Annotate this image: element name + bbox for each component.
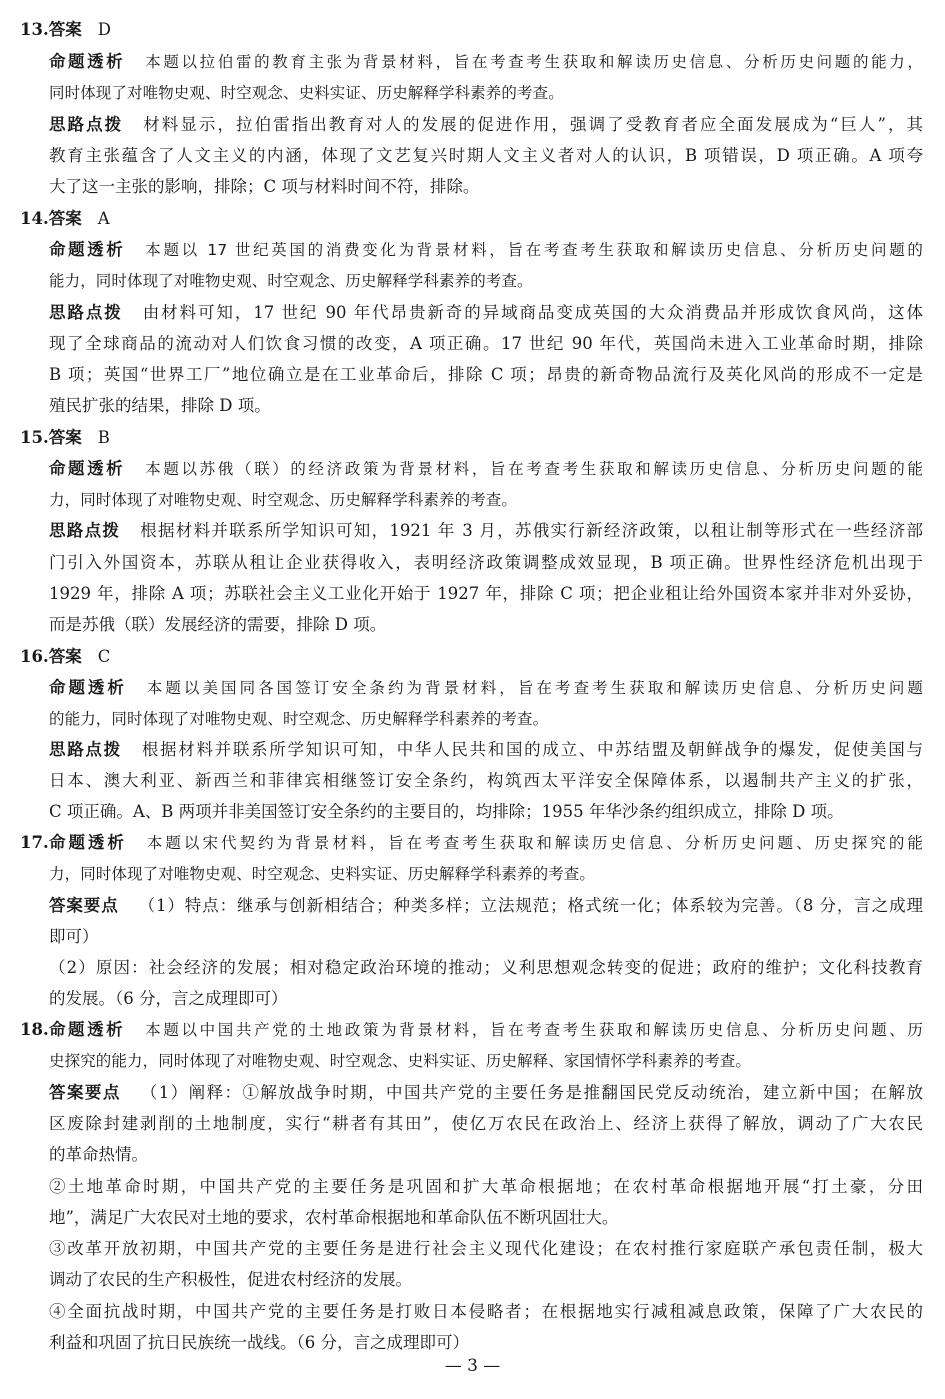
- q18-tou-text-1: 本题以中国共产党的土地政策为背景材料，旨在考查考生获取和解读历史信息、分析历史问题、历: [145, 1021, 923, 1039]
- q14-dian-text-2: 现了全球商品的流动对人们饮食习惯的改变，A 项正确。17 世纪 90 年代，英国尚未进入工业革命时期，排除: [49, 334, 923, 353]
- q13-tou-text-2: 同时体现了对唯物史观、时空观念、史料实证、历史解释学科素养的考查。: [49, 84, 564, 102]
- q14-number: 14.答案 A: [20, 209, 110, 228]
- q17-yao-text-1: （1）特点：继承与创新相结合；种类多样；立法规范；格式统一化；体系较为完善。（8 分，言之成理: [138, 896, 923, 915]
- q14-answer: A: [97, 209, 110, 228]
- q15-answer: B: [97, 428, 110, 447]
- q17-tou-label: 命题透析: [49, 833, 127, 852]
- q17-yao-text-3: （2）原因：社会经济的发展；相对稳定政治环境的推动；义利思想观念转变的促进；政府的维护；文化科技教育: [49, 958, 923, 977]
- q16-number: 16.答案 C: [20, 647, 111, 666]
- q16-dian-text-2: 日本、澳大利亚、新西兰和菲律宾相继签订安全条约，构筑西太平洋安全保障体系，以遏制共产主义的扩张，: [49, 771, 923, 790]
- q15-tou-text-2: 力，同时体现了对唯物史观、时空观念、历史解释学科素养的考查。: [49, 491, 518, 509]
- q18-yao-text-8: ④全面抗战时期，中国共产党的主要任务是打败日本侵略者；在根据地实行减租减息政策，保障了广大农民的: [49, 1302, 923, 1321]
- q17-tou-text-2: 力，同时体现了对唯物史观、时空观念、史料实证、历史解释学科素养的考查。: [49, 865, 596, 883]
- q14-tou-text-1: 本题以 17 世纪英国的消费变化为背景材料，旨在考查考生获取和解读历史信息、分析历史问题的: [145, 241, 923, 259]
- q16-answer: C: [97, 647, 111, 666]
- q18-yao-text-7: 调动了农民的生产积极性，促进农村经济的发展。: [49, 1270, 412, 1289]
- q15-dian-text-3: 1929 年，排除 A 项；苏联社会主义工业化开始于 1927 年，排除 C 项；把企业租让给外国资本家并非对外妥协，: [49, 584, 923, 603]
- q15-dian-label: 思路点拨: [49, 521, 121, 540]
- q14-dian-label: 思路点拨: [49, 303, 123, 322]
- q13-tou-text-1: 本题以拉伯雷的教育主张为背景材料，旨在考查考生获取和解读历史信息、分析历史问题的能力，: [145, 53, 923, 71]
- q13-tou-label: 命题透析: [49, 52, 126, 71]
- q18-yao-text-9: 利益和巩固了抗日民族统一战线。（6 分，言之成理即可）: [49, 1333, 469, 1352]
- q13-dian-text-2: 教育主张蕴含了人文主义的内涵，体现了文艺复兴时期人文主义者对人的认识，B 项错误，D 项正确。A 项夸: [49, 146, 923, 165]
- q17-yao-text-4: 的发展。（6 分，言之成理即可）: [49, 989, 288, 1008]
- q18-yao-text-4: ②土地革命时期，中国共产党的主要任务是巩固和扩大革命根据地；在农村革命根据地开展“打土豪，分田: [49, 1177, 923, 1196]
- q14-tou-text-2: 能力，同时体现了对唯物史观、时空观念、历史解释学科素养的考查。: [49, 272, 533, 290]
- q14-tou-label: 命题透析: [49, 240, 126, 259]
- q18-yao-text-3: 的革命热情。: [49, 1145, 148, 1164]
- page-number: — 3 —: [444, 1356, 501, 1376]
- q15-dian-text-2: 门引入外国资本，苏联从租让企业获得收入，表明经济政策调整成效显现，B 项正确。世界性经济危机出现于: [49, 553, 923, 572]
- q13-dian-text-3: 大了这一主张的影响，排除；C 项与材料时间不符，排除。: [49, 177, 480, 196]
- q15-dian-text-1: 根据材料并联系所学知识可知，1921 年 3 月，苏俄实行新经济政策，以租让制等形式在一些经济部: [140, 521, 923, 540]
- q15-number: 15.答案 B: [20, 428, 110, 447]
- q15-tou-text-1: 本题以苏俄（联）的经济政策为背景材料，旨在考查考生获取和解读历史信息、分析历史问题的能: [145, 460, 923, 478]
- q18-yao-text-6: ③改革开放初期，中国共产党的主要任务是进行社会主义现代化建设；在农村推行家庭联产承包责任制，极大: [49, 1239, 923, 1258]
- q17-yao-label: 答案要点: [49, 896, 119, 915]
- q17-yao-text-2: 即可）: [49, 927, 99, 946]
- q18-yao-text-2: 区废除封建剥削的土地制度，实行“耕者有其田”，使亿万农民在政治上、经济上获得了解放，调动了广大农民: [49, 1114, 923, 1133]
- q14-dian-text-4: 殖民扩张的结果，排除 D 项。: [49, 396, 271, 415]
- q17-number: 17.: [20, 833, 49, 852]
- q18-yao-label: 答案要点: [49, 1083, 121, 1102]
- q14-dian-text-3: B 项；英国“世界工厂”地位确立是在工业革命后，排除 C 项；昂贵的新奇物品流行及英化风尚的形成不一定是: [49, 365, 923, 384]
- q16-dian-label: 思路点拨: [49, 740, 122, 759]
- q18-number: 18.: [20, 1020, 49, 1039]
- q16-tou-text-1: 本题以美国同各国签订安全条约为背景材料，旨在考查考生获取和解读历史信息、分析历史问题: [146, 679, 923, 697]
- q18-tou-text-2: 史探究的能力，同时体现了对唯物史观、时空观念、史料实证、历史解释、家国情怀学科素养的考查。: [49, 1052, 752, 1070]
- q16-dian-text-3: C 项正确。A、B 两项并非美国签订安全条约的主要目的，均排除；1955 年华沙条约组织成立，排除 D 项。: [49, 802, 844, 821]
- q16-dian-text-1: 根据材料并联系所学知识可知，中华人民共和国的成立、中苏结盟及朝鲜战争的爆发，促使美国与: [141, 740, 923, 759]
- q18-tou-label: 命题透析: [49, 1020, 126, 1039]
- q17-tou-text-1: 本题以宋代契约为背景材料，旨在考查考生获取和解读历史信息、分析历史问题、历史探究的能: [146, 834, 923, 852]
- q13-dian-label: 思路点拨: [49, 115, 124, 134]
- q13-answer: D: [97, 20, 111, 39]
- q14-dian-text-1: 由材料可知，17 世纪 90 年代昂贵新奇的异域商品变成英国的大众消费品并形成饮食风尚，这体: [142, 303, 923, 322]
- q15-dian-text-4: 而是苏俄（联）发展经济的需要，排除 D 项。: [49, 615, 387, 634]
- q13-number: 13.答案 D: [20, 20, 111, 39]
- q13-dian-text-1: 材料显示，拉伯雷指出教育对人的发展的促进作用，强调了受教育者应全面发展成为“巨人”，其: [143, 115, 923, 134]
- q18-yao-text-1: （1）阐释：①解放战争时期，中国共产党的主要任务是推翻国民党反动统治，建立新中国；在解放: [140, 1083, 923, 1102]
- q15-tou-label: 命题透析: [49, 459, 126, 478]
- q16-tou-label: 命题透析: [49, 678, 127, 697]
- q16-tou-text-2: 的能力，同时体现了对唯物史观、时空观念、历史解释学科素养的考查。: [49, 710, 549, 728]
- q18-yao-text-5: 地”，满足广大农民对土地的要求，农村革命根据地和革命队伍不断巩固壮大。: [49, 1208, 619, 1227]
